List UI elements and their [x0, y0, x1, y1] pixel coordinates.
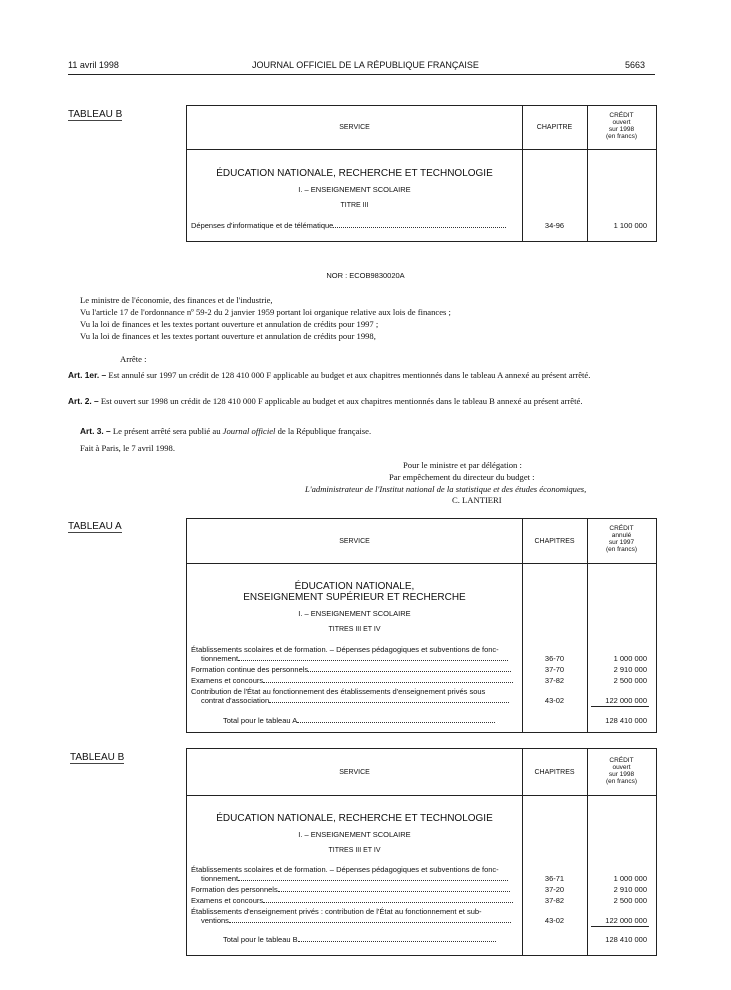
nor-reference: NOR : ECOB9830020A [326, 271, 405, 280]
page-number: 5663 [624, 60, 645, 70]
total-value: 128 410 000 [605, 935, 647, 944]
row-credit: 2 910 000 [613, 885, 647, 894]
fait-a-paris: Fait à Paris, le 7 avril 1998. [80, 443, 175, 453]
row-chapitre: 43-02 [544, 916, 565, 925]
titre-heading: TITRES III ET IV [328, 847, 381, 854]
tableau-b [186, 748, 657, 956]
tableau-b-top-label: TABLEAU B [68, 109, 123, 120]
header-rule [68, 74, 655, 75]
row-credit: 1 000 000 [613, 654, 647, 663]
journal-title: JOURNAL OFFICIEL DE LA RÉPUBLIQUE FRANÇAISE [252, 60, 479, 70]
intro-line: Vu l'article 17 de l'ordonnance nº 59-2 du 2 janvier 1959 portant loi organique relative aux lois de finances ; [80, 307, 451, 317]
tableau-b-label: TABLEAU B [70, 752, 125, 763]
col-credit: CRÉDIT ouvert sur 1998 (en francs) [605, 112, 638, 140]
table-row: Établissements d'enseignement privés : contribution de l'État au fonctionnement et sub- [191, 907, 482, 916]
row-credit: 2 910 000 [613, 665, 647, 674]
row-credit: 2 500 000 [613, 676, 647, 685]
article-1: Art. 1er. – Est annulé sur 1997 un crédit de 128 410 000 F applicable au budget et aux chapitres mentionnés dans le tableau A annexé au présent arrêté. [68, 370, 591, 380]
article-2: Art. 2. – Est ouvert sur 1998 un crédit de 128 410 000 F applicable au budget et aux chapitres mentionnés dans le tableau B annexé au présent arrêté. [68, 396, 583, 406]
table-row: Examens et concours [191, 896, 513, 905]
table-row-cont: contrat d'association [201, 696, 509, 705]
row-chapitre: 37-20 [544, 885, 565, 894]
col-chapitre: CHAPITRE [536, 124, 573, 131]
col-service: SERVICE [339, 538, 370, 545]
table-row: Dépenses d'informatique et de télématique [191, 221, 518, 230]
row-chapitre: 34-96 [544, 221, 565, 230]
tableau-a-label: TABLEAU A [68, 521, 122, 532]
titre-heading: TITRE III [340, 202, 369, 209]
row-credit: 2 500 000 [613, 896, 647, 905]
total-row: Total pour le tableau B [223, 935, 496, 944]
section-heading: I. – ENSEIGNEMENT SCOLAIRE [298, 830, 411, 839]
article-3: Art. 3. – Le présent arrêté sera publié au Journal officiel de la République française. [80, 426, 372, 436]
row-chapitre: 36-70 [544, 654, 565, 663]
signatory-name: C. LANTIERI [452, 495, 502, 505]
total-row: Total pour le tableau A [223, 716, 495, 725]
col-credit: CRÉDIT ouvert sur 1998 (en francs) [605, 757, 638, 785]
table-row-cont: tionnement [201, 654, 508, 663]
total-value: 128 410 000 [605, 716, 647, 725]
row-chapitre: 36-71 [544, 874, 565, 883]
row-chapitre: 37-82 [544, 896, 565, 905]
table-row: Examens et concours [191, 676, 513, 685]
col-chapitres: CHAPITRES [534, 538, 575, 545]
row-credit: 122 000 000 [605, 696, 647, 705]
signature-line: Pour le ministre et par délégation : [403, 460, 522, 470]
signature-line: Par empêchement du directeur du budget : [389, 472, 535, 482]
section-heading: I. – ENSEIGNEMENT SCOLAIRE [298, 609, 411, 618]
header-date: 11 avril 1998 [68, 60, 119, 70]
table-row: Formation des personnels [191, 885, 510, 894]
col-service: SERVICE [339, 124, 370, 131]
row-chapitre: 43-02 [544, 696, 565, 705]
table-row: Formation continue des personnels [191, 665, 511, 674]
row-credit: 122 000 000 [605, 916, 647, 925]
col-credit: CRÉDIT annulé sur 1997 (en francs) [605, 525, 638, 553]
intro-line: Vu la loi de finances et les textes portant ouverture et annulation de crédits pour 1997 ; [80, 319, 379, 329]
table-row-cont: ventions [201, 916, 511, 925]
ministry-heading: ÉDUCATION NATIONALE, ENSEIGNEMENT SUPÉRIEUR ET RECHERCHE [243, 581, 466, 603]
intro-line: Le ministre de l'économie, des finances et de l'industrie, [80, 295, 273, 305]
table-row: Contribution de l'État au fonctionnement des établissements d'enseignement privés sous [191, 687, 486, 696]
signature-line: L'administrateur de l'Institut national de la statistique et des études économiques, [305, 484, 587, 494]
col-service: SERVICE [339, 769, 370, 776]
row-credit: 1 000 000 [613, 874, 647, 883]
tableau-b-top [186, 105, 657, 242]
table-row: Établissements scolaires et de formation. – Dépenses pédagogiques et subventions de fonc- [191, 645, 499, 654]
intro-line: Vu la loi de finances et les textes portant ouverture et annulation de crédits pour 1998, [80, 331, 376, 341]
titre-heading: TITRES III ET IV [328, 626, 381, 633]
row-credit: 1 100 000 [613, 221, 647, 230]
table-row-cont: tionnement [201, 874, 508, 883]
row-chapitre: 37-70 [544, 665, 565, 674]
table-row: Établissements scolaires et de formation. – Dépenses pédagogiques et subventions de fonc- [191, 865, 499, 874]
ministry-heading: ÉDUCATION NATIONALE, RECHERCHE ET TECHNOLOGIE [216, 168, 493, 179]
section-heading: I. – ENSEIGNEMENT SCOLAIRE [298, 185, 411, 194]
arrete: Arrête : [120, 354, 147, 364]
col-chapitres: CHAPITRES [534, 769, 575, 776]
tableau-a [186, 518, 657, 733]
ministry-heading: ÉDUCATION NATIONALE, RECHERCHE ET TECHNOLOGIE [216, 813, 493, 824]
row-chapitre: 37-82 [544, 676, 565, 685]
